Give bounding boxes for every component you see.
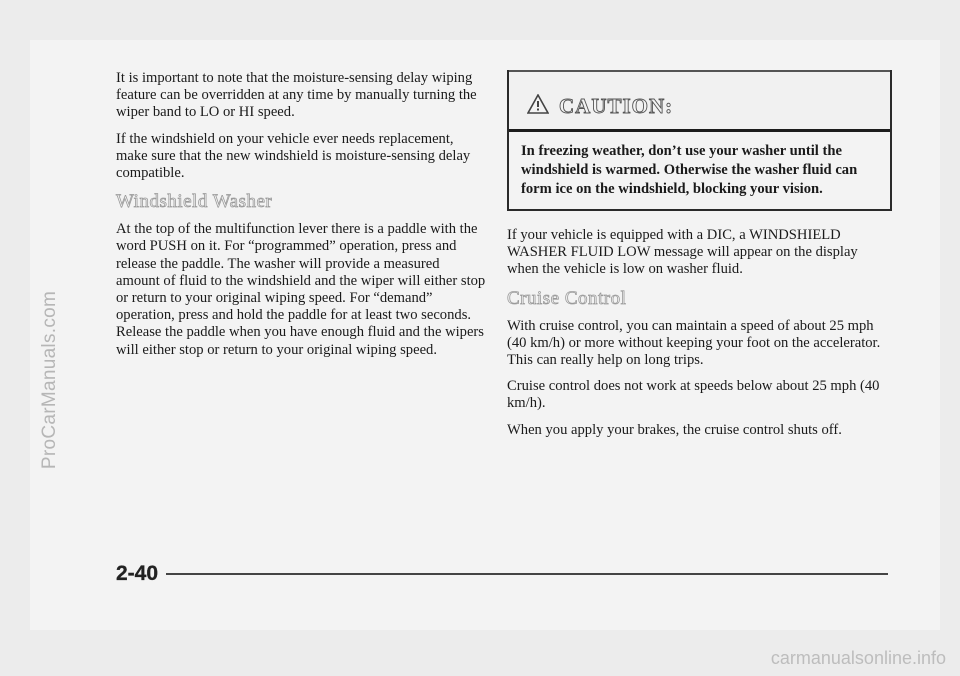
paragraph-cruise-minimum-speed: Cruise control does not work at speeds below about 25 mph (40 km/h). [507, 378, 880, 412]
paragraph-washer-fluid-low: If your vehicle is equipped with a DIC, a WINDSHIELD WASHER FLUID LOW message will appear on the display when the vehicle is low on washer fluid. [507, 227, 858, 278]
caution-text: In freezing weather, don’t use your washer until the windshield is warmed. Otherwise the washer fluid can form ice on the windshield, blocking your vision. [509, 132, 890, 209]
footer-rule [166, 573, 888, 575]
caution-title: CAUTION: [559, 94, 674, 118]
caution-box [507, 70, 892, 211]
paragraph-windshield-replacement: If the windshield on your vehicle ever needs replacement, make sure that the new windshield is moisture-sensing delay compatible. [116, 130, 471, 182]
caution-header [509, 70, 890, 132]
paragraph-moisture-override: It is important to note that the moisture-sensing delay wiping feature can be overridden at any time by manually turning the wiper band to LO or HI speed. [116, 70, 477, 121]
side-watermark: ProCarManuals.com [39, 290, 60, 470]
paragraph-cruise-about: With cruise control, you can maintain a speed of about 25 mph (40 km/h) or more without keeping your foot on the accelerator. This can really help on long trips. [507, 317, 881, 369]
right-column [507, 70, 892, 439]
paragraph-washer-operation: At the top of the multifunction lever there is a paddle with the word PUSH on it. For “programmed” operation, press and release the paddle. The washer will provide a measured amount of fluid to the windshield and the wiper will either stop or return to your original wiping speed. For “demand” operation, press and hold the paddle for at least two seconds. Release the paddle when you have enough fluid and the wipers will either stop or return to your original wiping speed. [116, 221, 486, 358]
page-number: 2-40 [116, 562, 159, 585]
paragraph-cruise-brakes: When you apply your brakes, the cruise control shuts off. [507, 421, 842, 438]
left-column [116, 70, 486, 359]
heading-cruise-control: Cruise Control [507, 287, 627, 309]
heading-windshield-washer: Windshield Washer [116, 191, 273, 213]
bottom-watermark: carmanualsonline.info [770, 648, 946, 668]
warning-triangle-icon [527, 94, 549, 119]
